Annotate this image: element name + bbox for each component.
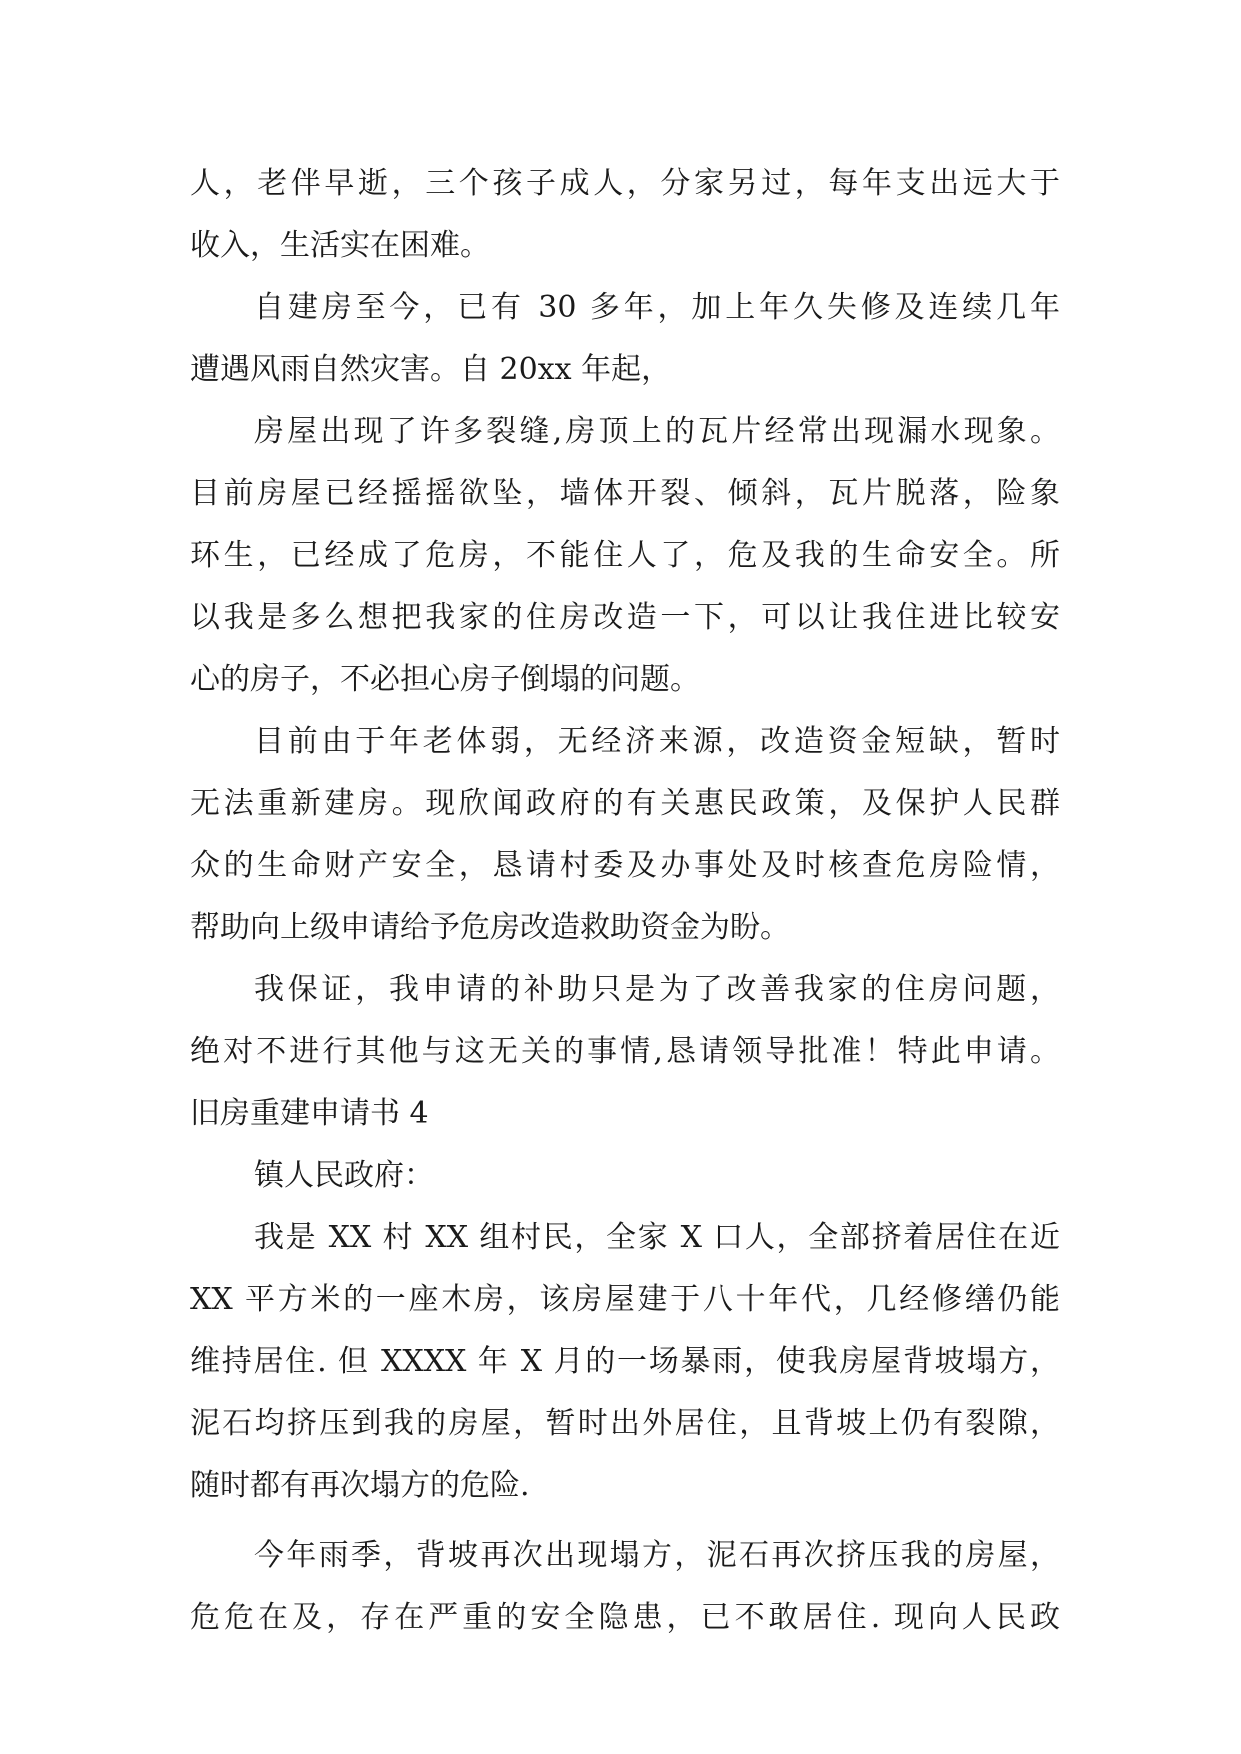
paragraph-start-line: 目前由于年老体弱，无经济来源，改造资金短缺，暂时 — [254, 724, 1060, 759]
salutation-line: 镇人民政府： — [254, 1158, 434, 1193]
text-line: 以我是多么想把我家的住房改造一下，可以让我住进比较安 — [190, 600, 1060, 635]
paragraph-start-line: 房屋出现了许多裂缝,房顶上的瓦片经常出现漏水现象。 — [254, 414, 1060, 449]
text-line: 心的房子，不必担心房子倒塌的问题。 — [190, 662, 700, 697]
text-line: 泥石均挤压到我的房屋，暂时出外居住，且背坡上仍有裂隙， — [190, 1406, 1060, 1441]
text-line: 帮助向上级申请给予危房改造救助资金为盼。 — [190, 910, 790, 945]
paragraph-start-line: 我是 XX 村 XX 组村民，全家 X 口人，全部挤着居住在近 — [254, 1220, 1060, 1255]
text-line: 随时都有再次塌方的危险. — [190, 1468, 530, 1503]
paragraph-start-line: 今年雨季，背坡再次出现塌方，泥石再次挤压我的房屋， — [254, 1538, 1060, 1573]
text-line: XX 平方米的一座木房，该房屋建于八十年代，几经修缮仍能 — [190, 1282, 1060, 1317]
text-line: 目前房屋已经摇摇欲坠，墙体开裂、倾斜，瓦片脱落，险象 — [190, 476, 1060, 511]
text-line: 遭遇风雨自然灾害。自 20xx 年起， — [190, 352, 672, 387]
paragraph-start-line: 我保证，我申请的补助只是为了改善我家的住房问题， — [254, 972, 1060, 1007]
text-line: 人，老伴早逝，三个孩子成人，分家另过，每年支出远大于 — [190, 166, 1060, 201]
text-line: 无法重新建房。现欣闻政府的有关惠民政策，及保护人民群 — [190, 786, 1060, 821]
paragraph-start-line: 自建房至今，已有 30 多年，加上年久失修及连续几年 — [254, 290, 1060, 325]
text-line: 维持居住. 但 XXXX 年 X 月的一场暴雨，使我房屋背坡塌方， — [190, 1344, 1060, 1379]
text-line: 收入，生活实在困难。 — [190, 228, 490, 263]
text-line: 危危在及，存在严重的安全隐患，已不敢居住. 现向人民政 — [190, 1600, 1060, 1635]
document-body — [190, 153, 1060, 1649]
text-line: 众的生命财产安全，恳请村委及办事处及时核查危房险情， — [190, 848, 1060, 883]
text-line: 环生，已经成了危房，不能住人了，危及我的生命安全。所 — [190, 538, 1060, 573]
section-title: 旧房重建申请书 4 — [190, 1096, 429, 1131]
text-line: 绝对不进行其他与这无关的事情,恳请领导批准！特此申请。 — [190, 1034, 1060, 1069]
